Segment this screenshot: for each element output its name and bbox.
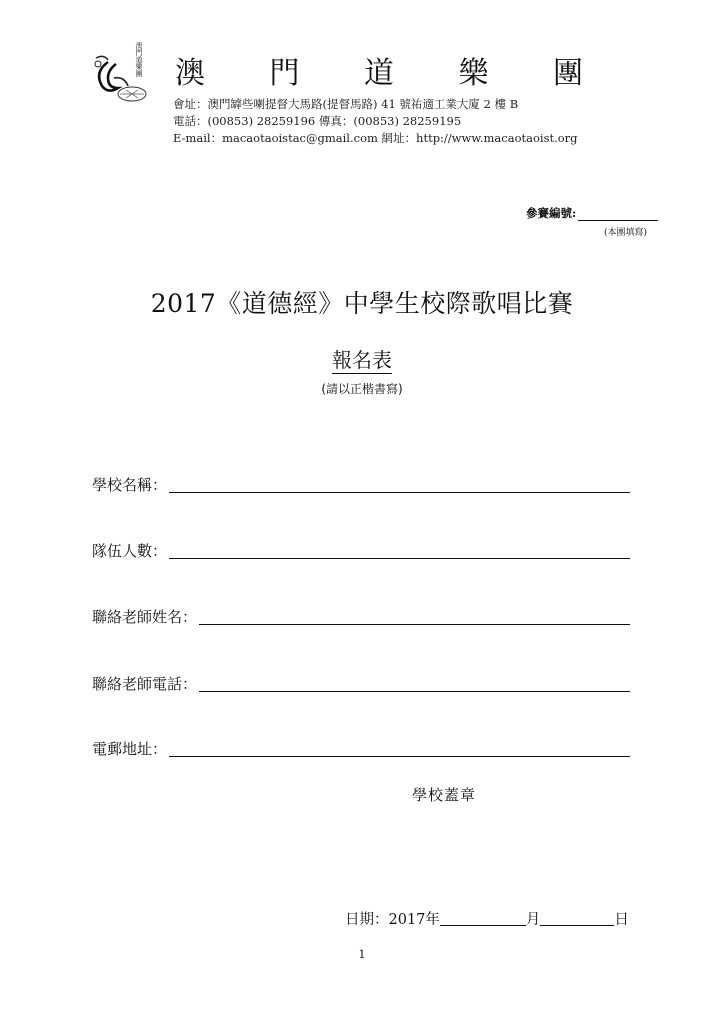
month-blank[interactable] xyxy=(440,924,526,926)
organization-name xyxy=(175,48,585,92)
teacher-name-line[interactable] xyxy=(199,623,630,625)
teacher-phone-label: 聯絡老師電話： xyxy=(92,675,198,693)
org-char: 樂 xyxy=(458,56,491,91)
phone-line: 電話：(00853) 28259196 傳真：(00853) 28259195 xyxy=(173,114,462,128)
address-line: 會址：澳門罅些喇提督大馬路(提督馬路) 41 號祐適工業大廈 2 樓 B xyxy=(173,97,519,111)
school-name-line[interactable] xyxy=(169,491,630,493)
date-prefix: 日期：2017年 xyxy=(345,912,440,928)
teacher-phone-line[interactable] xyxy=(199,690,630,692)
teacher-name-field xyxy=(92,606,630,627)
day-blank[interactable] xyxy=(540,924,614,926)
school-name-field xyxy=(92,474,630,495)
page-number: 1 xyxy=(358,948,366,961)
email-line: E-mail：macaotaoistac@gmail.com 網址：http://www.macaotaoist.org xyxy=(173,131,578,145)
entry-number-blank[interactable] xyxy=(578,208,658,221)
logo-vertical-text: 澳門道樂團 xyxy=(135,42,143,77)
form-subtitle-text: 報名表 xyxy=(332,348,392,372)
entry-number xyxy=(526,205,658,221)
date-row xyxy=(345,908,629,929)
org-char: 團 xyxy=(553,56,585,91)
entry-number-note: (本團填寫) xyxy=(604,228,648,238)
email-label: 電郵地址： xyxy=(92,740,168,758)
email-field xyxy=(92,738,630,759)
team-size-line[interactable] xyxy=(169,557,630,559)
form-title: 2017《道德經》中學生校際歌唱比賽 xyxy=(150,289,574,318)
team-size-label: 隊伍人數： xyxy=(92,542,168,560)
school-stamp-label: 學校蓋章 xyxy=(412,786,477,804)
org-char: 道 xyxy=(364,56,396,91)
teacher-name-label: 聯絡老師姓名： xyxy=(92,608,198,626)
school-name-label: 學校名稱： xyxy=(92,476,168,494)
day-label: 日 xyxy=(614,912,629,928)
month-label: 月 xyxy=(525,912,541,928)
email-line-blank[interactable] xyxy=(169,755,630,757)
form-subtitle xyxy=(0,344,724,373)
org-char: 澳 xyxy=(175,56,207,91)
org-char: 門 xyxy=(269,56,302,91)
teacher-phone-field xyxy=(92,673,630,694)
team-size-field xyxy=(92,540,630,561)
writing-hint: (請以正楷書寫) xyxy=(321,382,403,396)
entry-number-label: 參賽編號: xyxy=(526,206,577,220)
contact-info xyxy=(173,96,578,147)
